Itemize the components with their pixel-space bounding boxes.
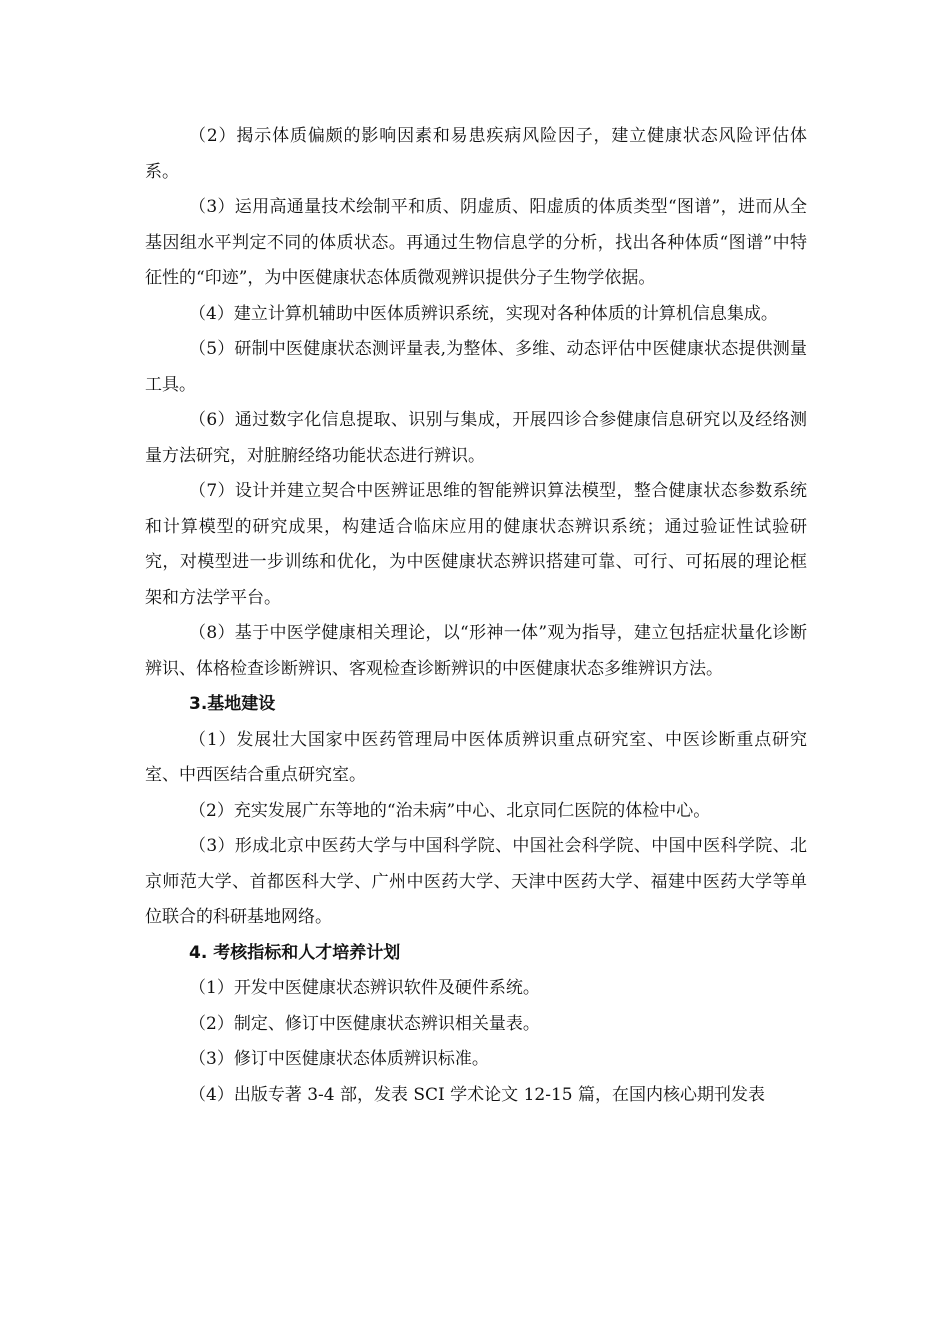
assessment-item-2: （2）制定、修订中医健康状态辨识相关量表。	[189, 1013, 540, 1034]
base-item-1: （1）发展壮大国家中医药管理局中医体质辨识重点研究室、中医诊断重点研究室、中西医结合重点研究室。	[145, 729, 807, 785]
paragraph-item-7: （7）设计并建立契合中医辨证思维的智能辨识算法模型，整合健康状态参数系统和计算模型的研究成果，构建适合临床应用的健康状态辨识系统；通过验证性试验研究，对模型进一步训练和优化，为中医健康状态辨识搭建可靠、可行、可拓展的理论框架和方法学平台。	[145, 481, 807, 608]
paragraph-item-8: （8）基于中医学健康相关理论，以“形神一体”观为指导，建立包括症状量化诊断辨识、体格检查诊断辨识、客观检查诊断辨识的中医健康状态多维辨识方法。	[145, 623, 807, 679]
assessment-item-3: （3）修订中医健康状态体质辨识标准。	[189, 1049, 489, 1069]
base-item-3: （3）形成北京中医药大学与中国科学院、中国社会科学院、中国中医科学院、北京师范大学、首都医科大学、广州中医药大学、天津中医药大学、福建中医药大学等单位联合的科研基地网络。	[145, 836, 807, 927]
paragraph-item-6: （6）通过数字化信息提取、识别与集成，开展四诊合参健康信息研究以及经络测量方法研究，对脏腑经络功能状态进行辨识。	[145, 410, 807, 466]
paragraph-item-3: （3）运用高通量技术绘制平和质、阴虚质、阳虚质的体质类型“图谱”，进而从全基因组水平判定不同的体质状态。再通过生物信息学的分析，找出各种体质“图谱”中特征性的“印迹”，为中医健康状态体质微观辨识提供分子生物学依据。	[145, 197, 807, 288]
section-heading-base-construction: 3.基地建设	[189, 694, 276, 714]
assessment-item-4: （4）出版专著 3-4 部，发表 SCI 学术论文 12-15 篇，在国内核心期刊发表	[189, 1084, 765, 1105]
document-page	[145, 119, 807, 1113]
section-heading-assessment: 4. 考核指标和人才培养计划	[189, 942, 401, 963]
paragraph-item-5: （5）研制中医健康状态测评量表,为整体、多维、动态评估中医健康状态提供测量工具。	[145, 339, 807, 395]
assessment-item-1: （1）开发中医健康状态辨识软件及硬件系统。	[189, 978, 540, 998]
base-item-2: （2）充实发展广东等地的“治未病”中心、北京同仁医院的体检中心。	[189, 800, 711, 821]
paragraph-item-4: （4）建立计算机辅助中医体质辨识系统，实现对各种体质的计算机信息集成。	[189, 303, 778, 324]
paragraph-item-2: （2）揭示体质偏颇的影响因素和易患疾病风险因子，建立健康状态风险评估体系。	[145, 126, 807, 182]
